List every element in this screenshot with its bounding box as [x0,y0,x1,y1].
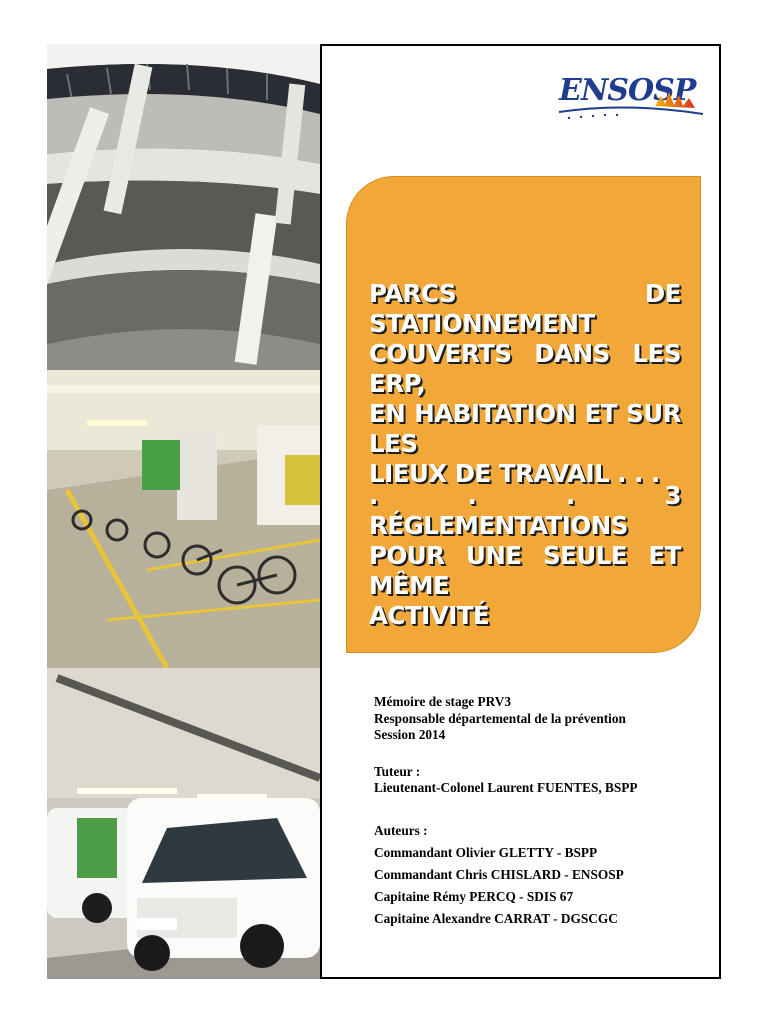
info-block [374,694,704,930]
parking-vans-photo [47,668,320,979]
authors-heading: Auteurs : [374,822,428,838]
parking-bicycles-photo [47,370,320,668]
memo-line-3: Session 2014 [374,727,446,742]
sub-title: . . . 3 RÉGLEMENTATIONS POUR UNE SEULE ET MÊME ACTIVITÉ [369,481,681,630]
memo-line-2: Responsable départemental de la prévention [374,710,626,726]
parking-ramp-photo [47,44,320,370]
tutor-heading: Tuteur : [374,763,421,779]
memo-line-1: Mémoire de stage PRV3 [374,694,512,709]
svg-text:ENSOSP: ENSOSP [559,73,696,108]
author-item: Commandant Chris CHISLARD - ENSOSP [374,866,624,882]
title-box [346,176,701,653]
author-item: Commandant Olivier GLETTY - BSPP [374,844,598,860]
ensosp-logo [555,62,707,122]
cover-frame [320,44,721,979]
author-item: Capitaine Rémy PERCQ - SDIS 67 [374,888,574,904]
main-title: PARCS DE STATIONNEMENT COUVERTS DANS LES ERP, EN HABITATION ET SUR LES LIEUX DE TRAVAIL . . . [369,279,681,488]
tutor-name: Lieutenant-Colonel Laurent FUENTES, BSPP [374,780,638,795]
author-item: Capitaine Alexandre CARRAT - DGSCGC [374,910,618,926]
